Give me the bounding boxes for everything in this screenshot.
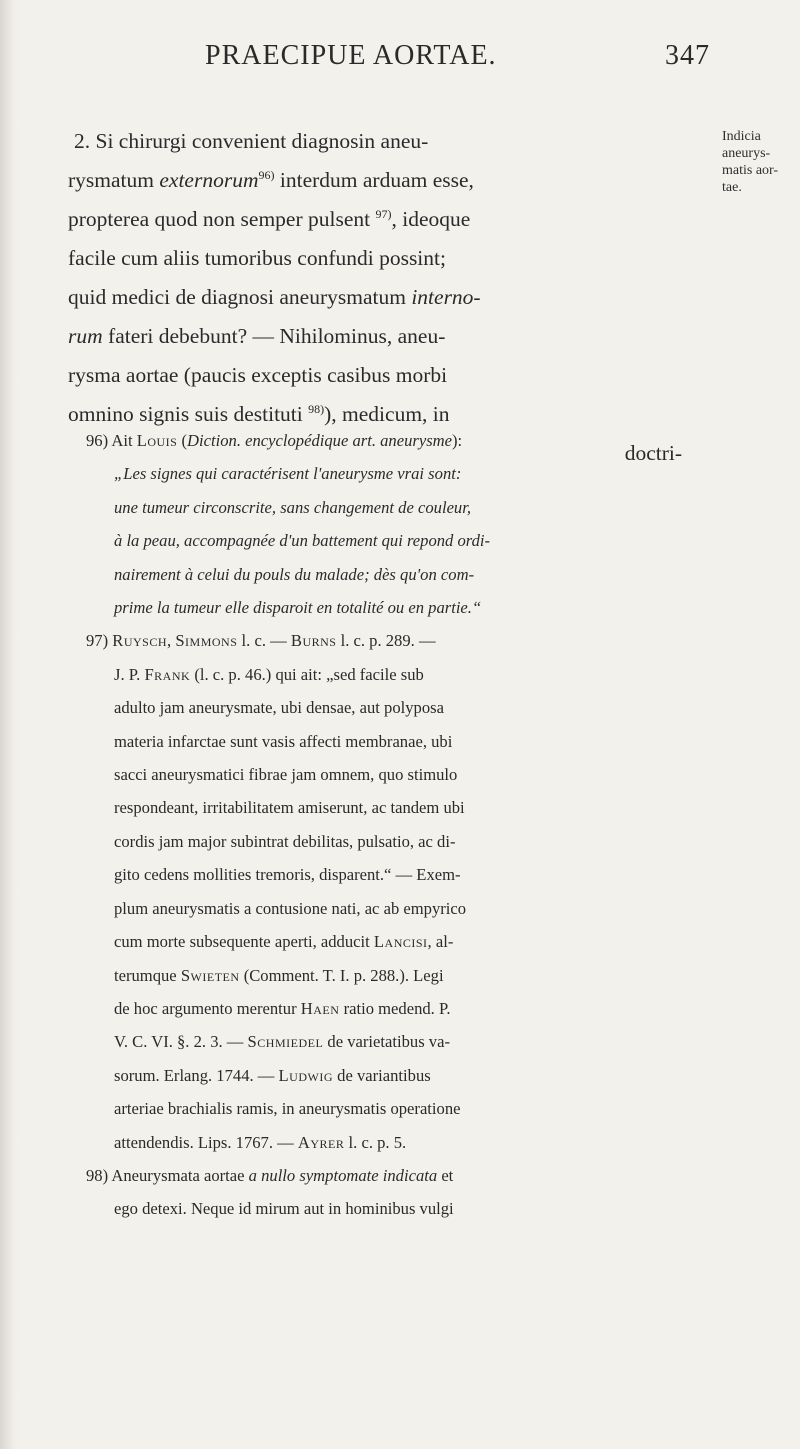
footnote-ref: 97)	[375, 206, 392, 221]
margin-note-line: tae.	[722, 180, 742, 195]
footnote-line: terumque Swieten (Comment. T. I. p. 288.). Legi	[114, 965, 444, 985]
footnote-line: à la peau, accompagnée d'un battement qui repond ordi-	[114, 531, 491, 551]
catchword: doctri-	[624, 441, 682, 465]
footnote-line: gito cedens mollities tremoris, disparent.“ — Exem-	[114, 865, 461, 885]
page-spine-shadow	[0, 0, 18, 1449]
footnote-line: V. C. VI. §. 2. 3. — Schmiedel de varietatibus va-	[114, 1032, 450, 1052]
main-line: propterea quod non semper pulsent $^{97)}$, ideoque	[68, 206, 471, 231]
footnote-ref: 96)	[258, 167, 275, 182]
main-line: 2. Si chirurgi convenient diagnosin aneu-	[74, 129, 429, 153]
footnote-line: cordis jam major subintrat debilitas, pulsatio, ac di-	[114, 831, 456, 851]
main-line: omnino signis suis destituti $^{98)}$), medicum, in	[68, 401, 450, 426]
page-number: 347	[665, 40, 710, 71]
footnote-line: arteriae brachialis ramis, in aneurysmatis operatione	[114, 1099, 461, 1119]
footnote-line: sorum. Erlang. 1744. — Ludwig de variantibus	[114, 1065, 431, 1085]
main-line: rysma aortae (paucis exceptis casibus morbi	[68, 363, 448, 387]
footnote-line: cum morte subsequente aperti, adducit Lancisi, al-	[114, 932, 454, 952]
footnotes	[86, 424, 692, 1226]
main-line: rysmatum externorum$^{96)}$ interdum arduam esse,	[68, 167, 474, 192]
footnote-line: 97) Ruysch, Simmons l. c. — Burns l. c. p. 289. —	[86, 631, 436, 651]
margin-note-line: matis aor-	[722, 163, 779, 178]
margin-note	[722, 128, 800, 196]
footnote-line: ego detexi. Neque id mirum aut in hominibus vulgi	[114, 1199, 454, 1219]
footnote-line: une tumeur circonscrite, sans changement de couleur,	[114, 497, 471, 517]
footnote-line: respondeant, irritabilitatem amiserunt, ac tandem ubi	[114, 798, 465, 818]
header-title: PRAECIPUE AORTAE.	[205, 40, 497, 71]
main-line: quid medici de diagnosi aneurysmatum interno-	[68, 285, 481, 309]
footnote-line: materia infarctae sunt vasis affecti membranae, ubi	[114, 731, 453, 751]
footnote-line: adulto jam aneurysmate, ubi densae, aut polyposa	[114, 698, 444, 718]
margin-note-line: Indicia	[722, 129, 761, 144]
footnote-line: plum aneurysmatis a contusione nati, ac ab empyrico	[114, 898, 467, 918]
main-paragraph	[68, 122, 690, 473]
footnote-line: „Les signes qui caractérisent l'aneurysme vrai sont:	[114, 464, 462, 484]
running-header	[150, 40, 710, 80]
main-line: facile cum aliis tumoribus confundi possint;	[68, 246, 446, 270]
footnote-line: nairement à celui du pouls du malade; dès qu'on com-	[114, 564, 475, 584]
footnote-ref: 98)	[308, 401, 325, 416]
footnote-line: prime la tumeur elle disparoit en totalité ou en partie.“	[114, 598, 482, 618]
footnote-line: 96) Ait Louis (Diction. encyclopédique art. aneurysme):	[86, 431, 463, 450]
footnote-line: 98) Aneurysmata aortae a nullo symptomate indicata et	[86, 1165, 454, 1185]
footnote-line: J. P. Frank (l. c. p. 46.) qui ait: „sed facile sub	[114, 664, 424, 684]
footnote-line: sacci aneurysmatici fibrae jam omnem, quo stimulo	[114, 765, 458, 785]
main-line: rum fateri debebunt? — Nihilominus, aneu-	[68, 324, 446, 348]
margin-note-line: aneurys-	[722, 146, 771, 161]
footnote-line: de hoc argumento merentur Haen ratio medend. P.	[114, 998, 451, 1018]
footnote-line: attendendis. Lips. 1767. — Ayrer l. c. p. 5.	[114, 1132, 407, 1152]
